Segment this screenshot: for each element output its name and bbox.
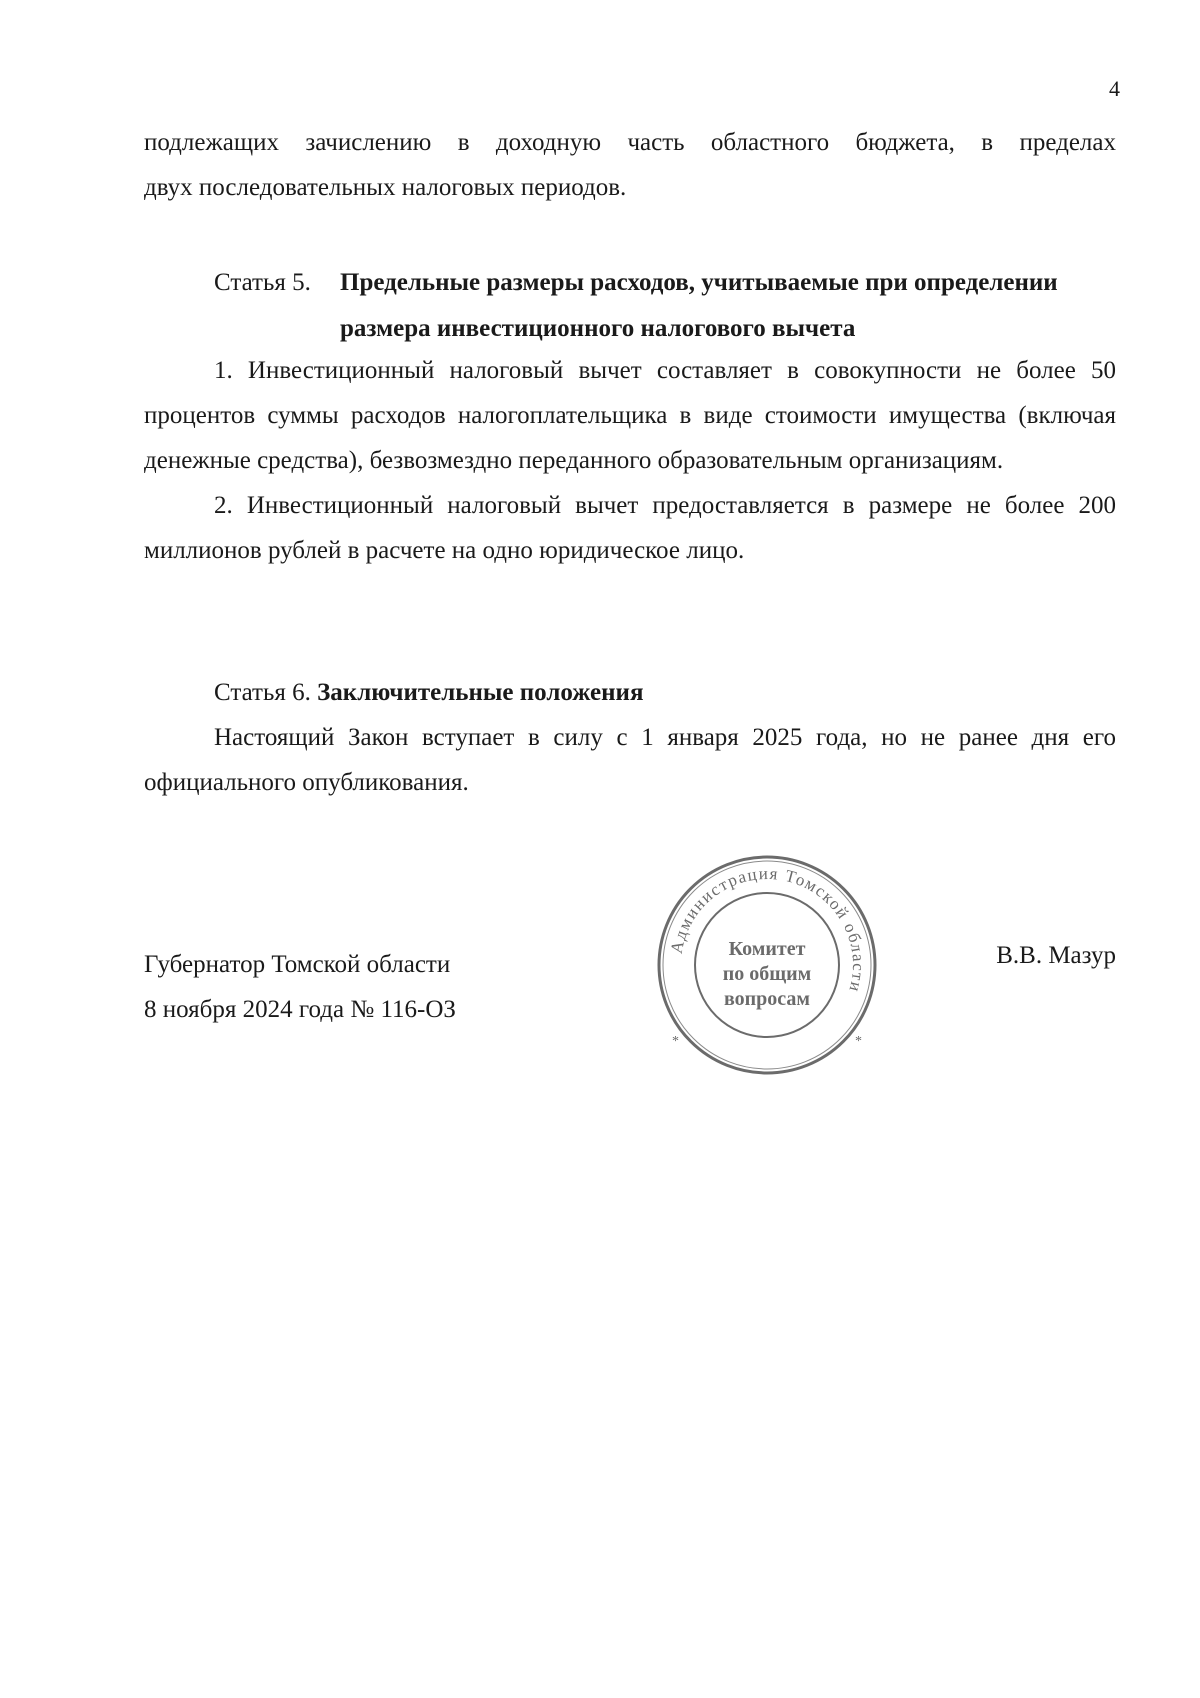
article-6-label: Статья 6. [214, 679, 311, 706]
page-number: 4 [1109, 76, 1120, 101]
stamp-line-3: вопросам [723, 988, 811, 1010]
article-5-title-line-2: размера инвестиционного налогового вычета [340, 315, 856, 342]
stamp-line-1: Комитет [728, 938, 806, 960]
continuation-line-2: двух последовательных налоговых периодов. [144, 174, 627, 201]
stamp-star-left: * [672, 1034, 679, 1049]
article-6-body [144, 715, 1116, 805]
stamp-ring-text: Администрация Томской области [666, 863, 869, 996]
article-5-paragraph-1: 1. Инвестиционный налоговый вычет составляет в совокупности не более 50 процентов суммы расходов налогоплательщика в виде стоимости имущества (включая денежные средства), безвозмездно переданного образовательным организациям. [144, 357, 1116, 474]
continuation-paragraph [144, 120, 1116, 210]
stamp-star-right: * [855, 1034, 862, 1049]
article-5-title-line-1: Предельные размеры расходов, учитываемые при определении [340, 269, 1058, 296]
signatory-position: Губернатор Томской области [144, 951, 451, 978]
article-5-label: Статья 5. [214, 269, 311, 296]
signature-left [144, 942, 456, 1032]
article-5-heading [144, 260, 1116, 352]
law-date-number: 8 ноября 2024 года № 116-ОЗ [144, 996, 456, 1023]
signatory-name: В.В. Мазур [996, 942, 1116, 969]
article-6-title: Заключительные положения [317, 679, 644, 706]
article-6-heading [214, 670, 644, 715]
article-6-paragraph: Настоящий Закон вступает в силу с 1 января 2025 года, но не ранее дня его официального опубликования. [144, 724, 1116, 796]
stamp-line-2: по общим [722, 963, 812, 985]
article-5-body [144, 348, 1116, 573]
continuation-line-1: подлежащих зачислению в доходную часть областного бюджета, в пределах [144, 129, 1116, 156]
article-5-paragraph-2: 2. Инвестиционный налоговый вычет предоставляется в размере не более 200 миллионов рублей в расчете на одно юридическое лицо. [144, 492, 1116, 564]
official-stamp [652, 850, 882, 1080]
